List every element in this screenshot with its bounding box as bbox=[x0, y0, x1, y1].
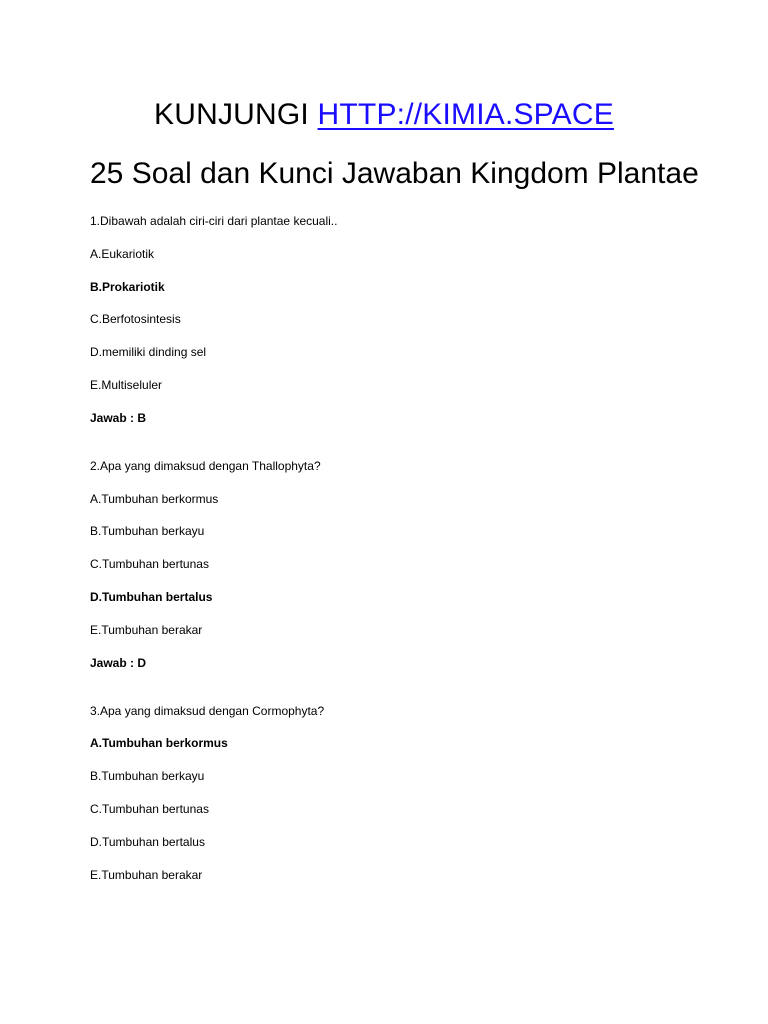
answer-option-correct: B.Prokariotik bbox=[90, 279, 165, 294]
answer-option: A.Eukariotik bbox=[90, 246, 155, 261]
header-link[interactable]: HTTP://KIMIA.SPACE bbox=[317, 98, 614, 131]
answer-option: B.Tumbuhan berkayu bbox=[90, 524, 205, 539]
answer-option: C.Berfotosintesis bbox=[90, 312, 181, 327]
question-block bbox=[90, 703, 730, 883]
answer-option: E.Multiseluler bbox=[90, 377, 163, 392]
question-text: 2.Apa yang dimaksud dengan Thallophyta? bbox=[90, 458, 321, 473]
answer-option: E.Tumbuhan berakar bbox=[90, 622, 203, 637]
answer-option: C.Tumbuhan bertunas bbox=[90, 557, 209, 572]
answer-key: Jawab : B bbox=[90, 410, 147, 425]
answer-key: Jawab : D bbox=[90, 655, 147, 670]
header-prefix: KUNJUNGI bbox=[154, 98, 309, 131]
header-line bbox=[0, 95, 768, 135]
answer-option: B.Tumbuhan berkayu bbox=[90, 769, 205, 784]
answer-option-correct: A.Tumbuhan berkormus bbox=[90, 736, 228, 751]
question-block bbox=[90, 213, 730, 426]
answer-option: A.Tumbuhan berkormus bbox=[90, 491, 219, 506]
question-text: 1.Dibawah adalah ciri-ciri dari plantae kecuali.. bbox=[90, 214, 338, 228]
answer-option-correct: D.Tumbuhan bertalus bbox=[90, 589, 213, 604]
question-list bbox=[90, 213, 730, 915]
answer-option: C.Tumbuhan bertunas bbox=[90, 801, 209, 816]
document-title: 25 Soal dan Kunci Jawaban Kingdom Plantae bbox=[90, 157, 699, 190]
question-block bbox=[90, 458, 730, 671]
question-text: 3.Apa yang dimaksud dengan Cormophyta? bbox=[90, 703, 325, 718]
answer-option: E.Tumbuhan berakar bbox=[90, 867, 203, 882]
answer-option: D.memiliki dinding sel bbox=[90, 345, 207, 360]
answer-option: D.Tumbuhan bertalus bbox=[90, 834, 205, 849]
